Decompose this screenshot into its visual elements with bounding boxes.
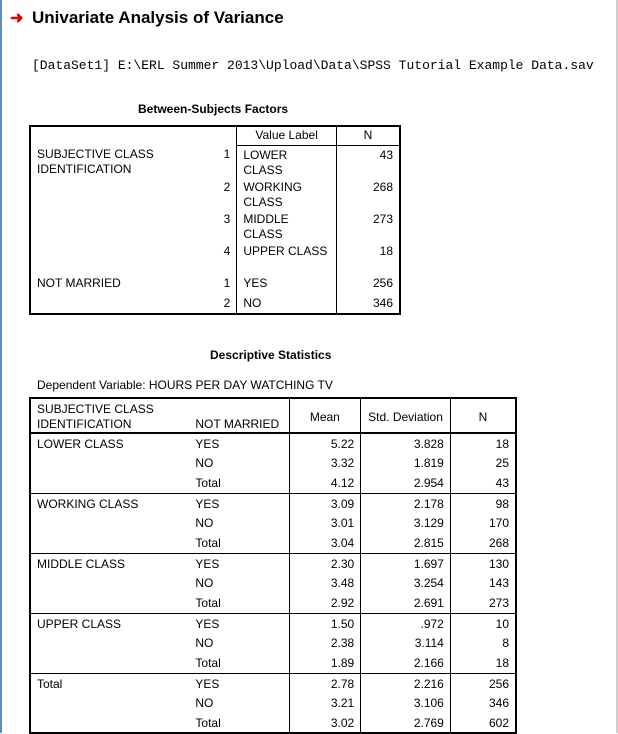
- col-header-class: SUBJECTIVE CLASS IDENTIFICATION: [30, 398, 189, 433]
- dependent-variable-label: Dependent Variable: HOURS PER DAY WATCHING TV: [37, 378, 333, 392]
- sd-value: 2.769: [361, 713, 451, 733]
- sd-value: 2.691: [361, 593, 451, 613]
- value-code: 3: [223, 211, 231, 226]
- sd-value: 3.129: [361, 513, 451, 533]
- n-value: 98: [450, 493, 516, 513]
- sd-value: 1.697: [361, 553, 451, 573]
- table-row: [30, 145, 400, 178]
- n-value: 273: [450, 593, 516, 613]
- mean-value: 3.21: [289, 693, 361, 713]
- mean-value: 3.09: [289, 493, 361, 513]
- sd-value: 2.178: [361, 493, 451, 513]
- n-value: 256: [372, 275, 393, 290]
- table-row: [30, 553, 516, 573]
- n-value: 130: [450, 553, 516, 573]
- married-value: Total: [195, 656, 221, 670]
- n-value: 268: [372, 179, 393, 194]
- n-value: 346: [450, 693, 516, 713]
- output-viewer-left-edge: [0, 0, 2, 733]
- col-header-married: NOT MARRIED: [189, 398, 289, 433]
- page-title: Univariate Analysis of Variance: [32, 8, 284, 27]
- value-label: UPPER CLASS: [237, 242, 337, 274]
- factor-name: NOT MARRIED: [37, 275, 121, 290]
- col-header-n: N: [336, 126, 400, 145]
- value-label: LOWER CLASS: [237, 145, 337, 178]
- married-value: YES: [189, 493, 289, 513]
- value-code: 4: [223, 243, 231, 258]
- table-row: [30, 673, 516, 693]
- sd-value: 2.815: [361, 533, 451, 553]
- sd-value: 2.216: [361, 673, 451, 693]
- header-empty: [189, 126, 237, 145]
- mean-value: 2.92: [289, 593, 361, 613]
- factor-name: SUBJECTIVE CLASS IDENTIFICATION: [37, 147, 154, 176]
- n-value: 602: [450, 713, 516, 733]
- n-value: 10: [450, 613, 516, 633]
- mean-value: 3.32: [289, 453, 361, 473]
- n-value: 18: [450, 433, 516, 453]
- col-header-value-label: Value Label: [237, 126, 337, 145]
- col-header-n: N: [450, 398, 516, 433]
- table-header-row: [30, 398, 516, 433]
- table-header-row: [30, 126, 400, 145]
- n-value: 43: [450, 473, 516, 493]
- value-label: NO: [237, 294, 337, 314]
- n-value: 8: [450, 633, 516, 653]
- table-row: [30, 613, 516, 633]
- mean-value: 3.02: [289, 713, 361, 733]
- col-header-mean: Mean: [289, 398, 361, 433]
- married-value: Total: [195, 596, 221, 610]
- output-heading[interactable]: [10, 8, 284, 28]
- n-value: 18: [450, 653, 516, 673]
- ds-title: Descriptive Statistics: [210, 348, 332, 362]
- n-value: 18: [379, 243, 393, 258]
- married-value: YES: [189, 673, 289, 693]
- mean-value: 1.89: [289, 653, 361, 673]
- sd-value: 3.114: [361, 633, 451, 653]
- group-name: MIDDLE CLASS: [30, 553, 189, 613]
- married-value: NO: [195, 456, 214, 470]
- sd-value: 2.954: [361, 473, 451, 493]
- n-value: 273: [372, 211, 393, 226]
- group-name: LOWER CLASS: [37, 437, 124, 451]
- married-value: Total: [195, 716, 221, 730]
- n-value: 25: [450, 453, 516, 473]
- mean-value: 3.01: [289, 513, 361, 533]
- header-empty: [30, 126, 189, 145]
- married-value: NO: [195, 636, 214, 650]
- group-name: UPPER CLASS: [30, 613, 189, 673]
- sd-value: 3.106: [361, 693, 451, 713]
- married-value: Total: [195, 476, 221, 490]
- sd-value: 1.819: [361, 453, 451, 473]
- married-value: YES: [189, 613, 289, 633]
- sd-value: 3.254: [361, 573, 451, 593]
- mean-value: 1.50: [289, 613, 361, 633]
- value-label: WORKING CLASS: [237, 178, 337, 210]
- arrow-right-icon: ➜: [10, 10, 24, 27]
- table-row: [30, 433, 516, 453]
- mean-value: 2.78: [289, 673, 361, 693]
- married-value: YES: [189, 553, 289, 573]
- value-code: 1: [223, 275, 231, 290]
- n-value: 256: [450, 673, 516, 693]
- value-label: MIDDLE CLASS: [237, 210, 337, 242]
- value-code: 1: [223, 147, 231, 161]
- married-value: NO: [195, 516, 214, 530]
- mean-value: 2.30: [289, 553, 361, 573]
- married-value: YES: [195, 437, 220, 451]
- group-name: WORKING CLASS: [30, 493, 189, 553]
- sd-value: 2.166: [361, 653, 451, 673]
- mean-value: 4.12: [289, 473, 361, 493]
- col-header-sd: Std. Deviation: [361, 398, 451, 433]
- table-row: [30, 274, 400, 294]
- descriptive-statistics-table[interactable]: [29, 397, 517, 734]
- bsf-title: Between-Subjects Factors: [138, 102, 289, 116]
- sd-value: 3.828: [361, 433, 451, 453]
- n-value: 170: [450, 513, 516, 533]
- table-row: [30, 493, 516, 513]
- n-value: 268: [450, 533, 516, 553]
- married-value: NO: [195, 696, 214, 710]
- value-label: YES: [237, 274, 337, 294]
- value-code: 2: [223, 179, 231, 194]
- married-value: Total: [195, 536, 221, 550]
- married-value: NO: [195, 576, 214, 590]
- value-code: 2: [223, 295, 231, 310]
- n-value: 43: [379, 147, 393, 162]
- mean-value: 3.48: [289, 573, 361, 593]
- dataset-path: [DataSet1] E:\ERL Summer 2013\Upload\Data\SPSS Tutorial Example Data.sav: [32, 58, 594, 73]
- n-value: 143: [450, 573, 516, 593]
- n-value: 346: [372, 295, 393, 310]
- mean-value: 3.04: [289, 533, 361, 553]
- between-subjects-factors-table[interactable]: [29, 125, 401, 315]
- group-name: Total: [30, 673, 189, 733]
- mean-value: 2.38: [289, 633, 361, 653]
- sd-value: .972: [361, 613, 451, 633]
- mean-value: 5.22: [289, 433, 361, 453]
